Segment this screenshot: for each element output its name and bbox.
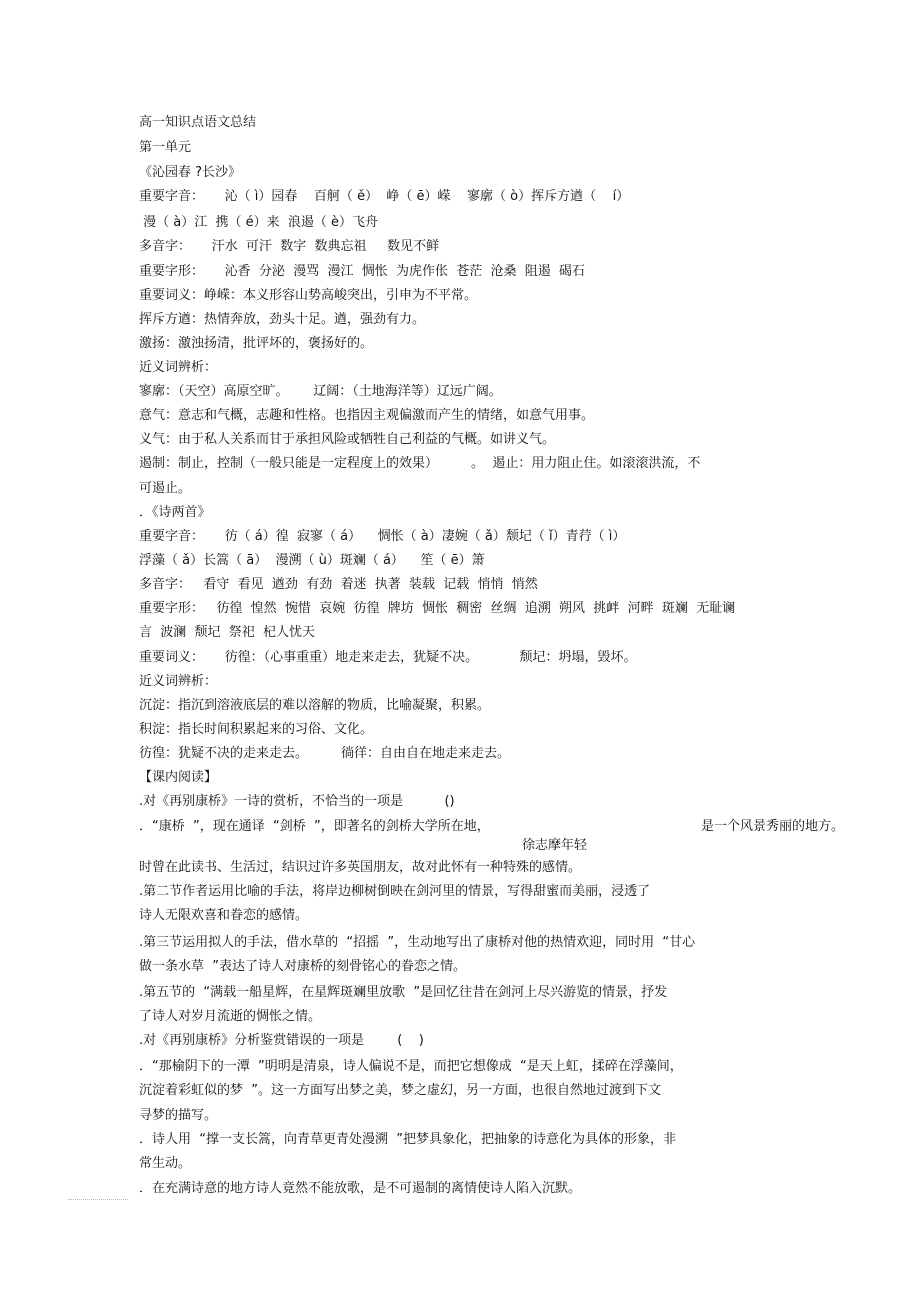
text-line: 重要字音： 彷（ á）徨 寂寥（ á） 惆怅（ à）凄婉（ ǎ）颓圮（ ǐ）青荇（ ì）: [139, 529, 626, 544]
poem-heading: 《沁园春 ?长沙》: [139, 165, 242, 180]
section-label: 近义词辨析：: [139, 674, 218, 689]
text-line: 彷徨：犹疑不决的走来走去。 徜徉：自由自在地走来走去。: [139, 746, 511, 761]
text-line: 重要词义：峥嵘：本义形容山势高峻突出，引申为不平常。: [139, 288, 478, 303]
option-line: 时曾在此读书、生活过，结识过许多英国朋友，故对此怀有一种特殊的感情。: [139, 860, 582, 875]
text-line: 重要字形： 彷徨 惶然 惋惜 哀婉 彷徨 牌坊 惆怅 稠密 丝绸 追溯 朔风 挑衅 河畔 斑斓 无耻谰: [139, 601, 736, 616]
poem-heading: ．《诗两首》: [139, 505, 211, 520]
section-label: 近义词辨析：: [139, 360, 218, 375]
text-line: 积淀：指长时间积累起来的习俗、文化。: [139, 722, 374, 737]
option-line: ．在充满诗意的地方诗人竟然不能放歌，是不可遏制的离情使诗人陷入沉默。: [139, 1181, 582, 1196]
option-line: 常生动。: [139, 1156, 192, 1171]
text-line: 漫（ à）江 携（ é）来 浪遏（ è）飞舟: [139, 215, 379, 230]
text-line: 意气：意志和气概，志趣和性格。也指因主观偏激而产生的情绪，如意气用事。: [139, 408, 595, 423]
option-line: 做一条水草 ”表达了诗人对康桥的刻骨铭心的眷恋之情。: [139, 959, 466, 974]
option-line: ．诗人用 “撑一支长篙，向青草更青处漫溯 ”把梦具象化，把抽象的诗意化为具体的形象，非: [139, 1132, 676, 1147]
option-line: ．“那榆阴下的一潭 ”明明是清泉，诗人偏说不是，而把它想像成 “是天上虹，揉碎在浮藻间，: [139, 1059, 683, 1074]
question-line: .对《再别康桥》一诗的赏析，不恰当的一项是 (): [139, 794, 455, 809]
text-line: 沉淀：指沉到溶液底层的难以溶解的物质，比喻凝聚，积累。: [139, 698, 491, 713]
text-line: 多音字： 看守 看见 遒劲 有劲 着迷 执著 装载 记载 悄悄 悄然: [139, 577, 538, 592]
option-line: 诗人无限欢喜和眷恋的感情。: [139, 908, 309, 923]
option-line: .第三节运用拟人的手法，借水草的 “招摇 ”，生动地写出了康桥对他的热情欢迎，同时用 “甘心: [139, 935, 696, 950]
text-line: 寥廓：（天空）高原空旷。 辽阔：（土地海洋等）辽远广阔。: [139, 384, 502, 399]
option-line-tail: 是一个风景秀丽的地方。: [701, 819, 845, 834]
option-line: 了诗人对岁月流逝的惆怅之情。: [139, 1009, 322, 1024]
document-title: 高一知识点语文总结: [139, 115, 257, 130]
section-heading: 【课内阅读】: [139, 770, 218, 785]
option-line: .第五节的 “满载一船星辉，在星辉斑斓里放歌 ”是回忆往昔在剑河上尽兴游览的情景，抒发: [139, 985, 668, 1000]
page-corner-mark: [68, 1199, 128, 1200]
text-line: 浮藻（ ǎ）长篙（ ā） 漫溯（ ù）斑斓（ á） 笙（ ē）箫: [139, 553, 485, 568]
option-line: .第二节作者运用比喻的手法，将岸边柳树倒映在剑河里的情景，写得甜蜜而美丽，浸透了: [139, 884, 651, 899]
unit-heading: 第一单元: [139, 140, 192, 155]
text-line: 言 波澜 颓圮 祭祀 杞人忧天: [139, 625, 316, 640]
option-line: ．“康桥 ”，现在通译 “剑桥 ”，即著名的剑桥大学所在地，: [139, 819, 490, 834]
text-line: 挥斥方遒：热情奔放，劲头十足。遒，强劲有力。: [139, 312, 426, 327]
text-line: 重要字形： 沁香 分泌 漫骂 漫江 惆怅 为虎作伥 苍茫 沧桑 阻遏 碣石: [139, 264, 586, 279]
text-line: 可遏止。: [139, 481, 192, 496]
text-line: 激扬：激浊扬清，批评坏的，褒扬好的。: [139, 336, 374, 351]
text-line: 重要字音： 沁（ ì）园春 百舸（ ě） 峥（ ē）嵘 寥廓（ ò）挥斥方遒（ í）: [139, 189, 630, 204]
text-line: 遏制：制止，控制（一般只能是一定程度上的效果） 。 遏止：用力阻止住。如滚滚洪流，不: [139, 456, 701, 471]
text-line: 义气：由于私人关系而甘于承担风险或牺牲自己利益的气概。如讲义气。: [139, 432, 556, 447]
option-line: 沉淀着彩虹似的梦 ”。这一方面写出梦之美，梦之虚幻，另一方面，也很自然地过渡到下文: [139, 1083, 662, 1098]
question-line: .对《再别康桥》分析鉴赏错误的一项是 ( ): [139, 1033, 424, 1048]
option-line-tail: 徐志摩年轻: [522, 838, 588, 853]
text-line: 重要词义： 彷徨：（心事重重）地走来走去，犹疑不决。 颓圮：坍塌，毁坏。: [139, 650, 637, 665]
option-line: 寻梦的描写。: [139, 1108, 218, 1123]
text-line: 多音字： 汗水 可汗 数字 数典忘祖 数见不鲜: [139, 239, 440, 254]
